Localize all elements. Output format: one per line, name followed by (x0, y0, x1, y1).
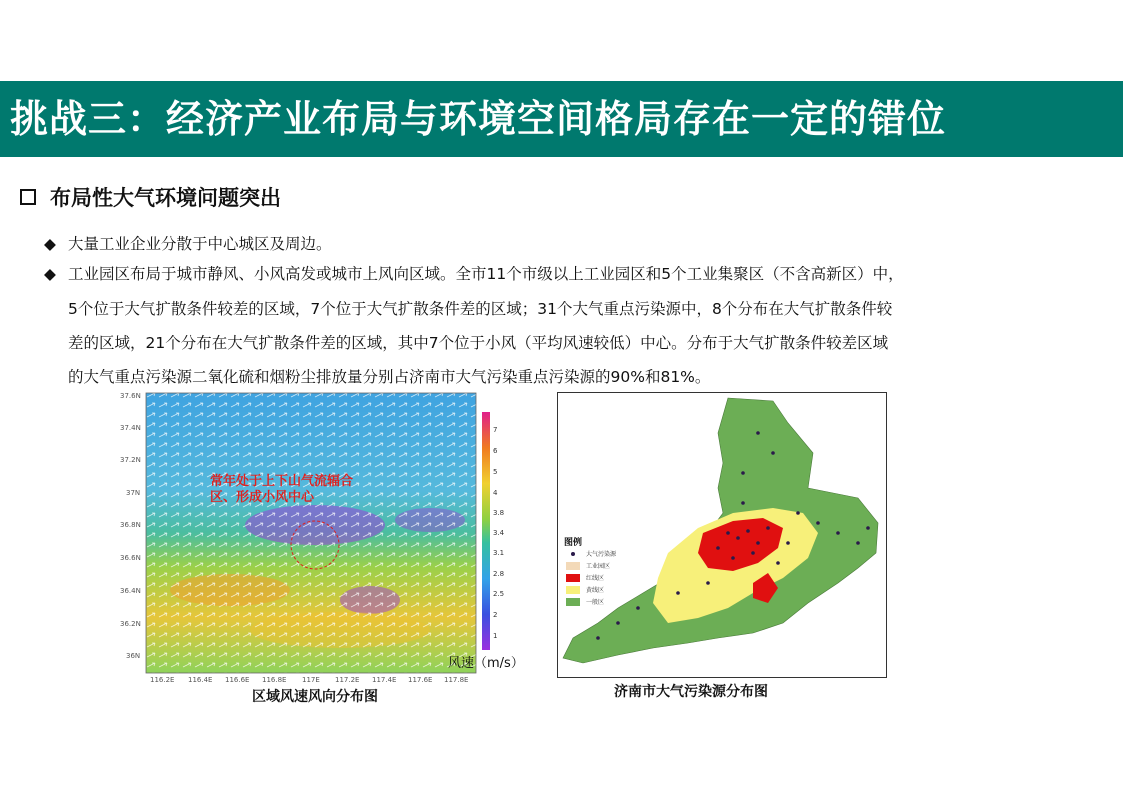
colorbar-tick: 3.1 (493, 549, 505, 557)
colorbar-tick: 7 (493, 426, 498, 434)
x-tick-label: 116.8E (262, 676, 287, 684)
y-tick-label: 36.8N (120, 521, 141, 529)
x-tick-label: 116.4E (188, 676, 213, 684)
unit-label: 风速（m/s） (448, 656, 524, 671)
y-tick-label: 36.6N (120, 554, 141, 562)
colorbar-tick: 2 (493, 611, 498, 619)
figure2-caption: 济南市大气污染源分布图 (614, 684, 768, 700)
y-tick-label: 36.4N (120, 587, 141, 595)
bullet-text-line: 的大气重点污染源二氧化硫和烟粉尘排放量分别占济南市大气污染重点污染源的90%和81%。 (68, 368, 711, 386)
map-legend-item (566, 597, 604, 606)
colorbar-tick: 3.4 (493, 529, 505, 537)
map-legend-item (566, 561, 610, 570)
y-tick-label: 36.2N (120, 620, 141, 628)
legend-swatch (566, 574, 580, 582)
diamond-bullet-icon: ◆ (44, 265, 56, 283)
x-tick-label: 117.4E (372, 676, 397, 684)
colorbar-tick: 1 (493, 632, 498, 640)
wind-speed-figure (110, 390, 540, 690)
legend-swatch (566, 586, 580, 594)
diamond-bullet-icon: ◆ (44, 235, 56, 253)
map-legend-item (566, 549, 616, 558)
colorbar-tick: 6 (493, 447, 498, 455)
colorbar-tick: 5 (493, 468, 498, 476)
colorbar-tick: 2.8 (493, 570, 505, 578)
legend-label: 大气污染源 (586, 551, 617, 558)
x-tick-label: 116.6E (225, 676, 250, 684)
bullet-text-line: 5个位于大气扩散条件较差的区域，7个位于大气扩散条件差的区域；31个大气重点污染源中，8个分布在大气扩散条件较 (68, 300, 893, 318)
colorbar-tick: 2.5 (493, 590, 505, 598)
bullet-item-1 (44, 229, 332, 259)
annotation-line: 常年处于上下山气流辐合 (210, 474, 354, 489)
bullet-text: 大量工业企业分散于中心城区及周边。 (68, 235, 332, 253)
legend-swatch (566, 562, 580, 570)
colorbar-tick: 4 (493, 489, 498, 497)
map-legend-item (566, 573, 604, 582)
bullet-item-2 (44, 259, 904, 289)
y-tick-label: 37.6N (120, 392, 141, 400)
figure-annotation (210, 474, 353, 506)
colorbar-tick: 3.8 (493, 509, 505, 517)
map-legend-item (566, 585, 604, 594)
pollution-source-figure (557, 392, 887, 678)
square-bullet-icon (20, 189, 36, 205)
y-tick-label: 36N (126, 652, 141, 660)
title-bar (0, 81, 1123, 157)
dot-icon (566, 550, 580, 558)
wind-field-map (110, 390, 540, 690)
x-tick-label: 117.8E (444, 676, 469, 684)
page-title: 挑战三：经济产业布局与环境空间格局存在一定的错位 (10, 97, 947, 141)
figure1-caption: 区域风速风向分布图 (252, 689, 378, 705)
legend-label: 黄线区 (586, 587, 605, 594)
bullet-text: 工业园区布局于城市静风、小风高发或城市上风向区域。全市11个市级以上工业园区和5个工业集聚区（不含高新区）中， (68, 265, 904, 283)
x-tick-label: 117.2E (335, 676, 360, 684)
bullet-text-line: 差的区域，21个分布在大气扩散条件差的区域，其中7个位于小风（平均风速较低）中心。分布于大气扩散条件较差区域 (68, 334, 889, 352)
legend-label: 工业园区 (586, 563, 611, 570)
legend-swatch (566, 598, 580, 606)
x-tick-label: 117.6E (408, 676, 433, 684)
legend-label: 红线区 (586, 575, 605, 582)
annotation-line: 区、形成小风中心 (210, 490, 315, 505)
x-tick-label: 116.2E (150, 676, 175, 684)
y-tick-label: 37N (126, 489, 141, 497)
y-tick-label: 37.2N (120, 456, 141, 464)
section-heading (20, 182, 281, 212)
x-tick-label: 117E (302, 676, 320, 684)
section-title: 布局性大气环境问题突出 (50, 186, 281, 210)
map-legend-title: 图例 (564, 538, 583, 548)
legend-label: 一般区 (586, 599, 605, 606)
y-tick-label: 37.4N (120, 424, 141, 432)
pollution-map (558, 393, 886, 677)
